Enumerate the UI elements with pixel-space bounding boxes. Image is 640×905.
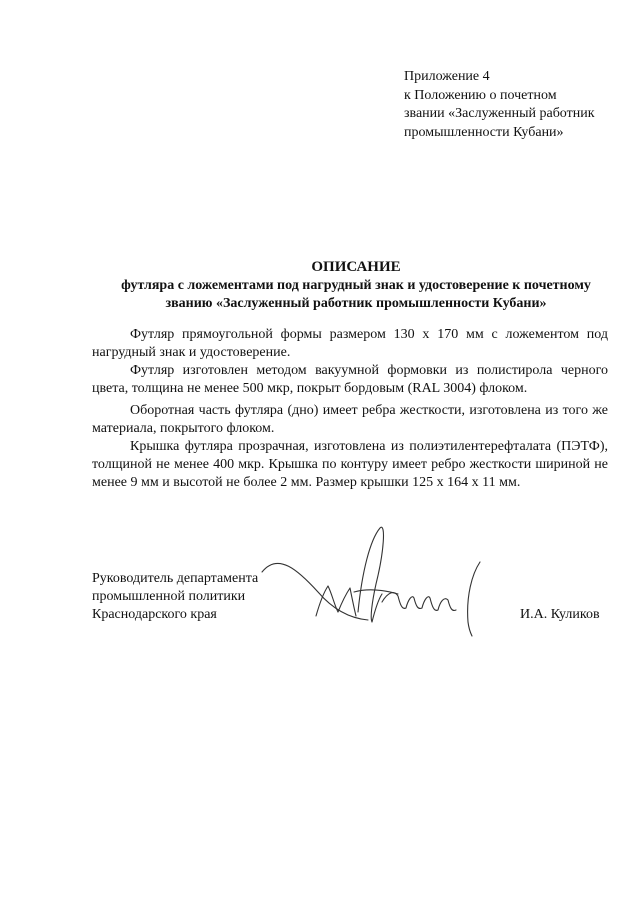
appendix-line-3: звании «Заслуженный работник: [404, 106, 595, 121]
signer-position: [92, 570, 258, 624]
appendix-reference: [404, 68, 595, 142]
paragraph-dimensions: Футляр прямоугольной формы размером 130 х 170 мм с ложементом под нагрудный знак и удостоверение.: [92, 327, 608, 360]
appendix-line-1: Приложение 4: [404, 69, 490, 84]
handwritten-signature: [258, 522, 498, 640]
paragraph-material: Футляр изготовлен методом вакуумной формовки из полистирола черного цвета, толщина не менее 500 мкр, покрыт бордовым (RAL 3004) флоком.: [92, 363, 608, 396]
appendix-line-4: промышленности Кубани»: [404, 124, 564, 140]
signer-line-1: Руководитель департамента: [92, 571, 259, 586]
signer-line-2: промышленной политики: [92, 589, 246, 604]
paragraph-lid: Крышка футляра прозрачная, изготовлена из полиэтилентерефталата (ПЭТФ), толщиной не менее 400 мкр. Крышка по контуру имеет ребро жесткости шириной не менее 9 мм и высотой не более 2 мм. Размер крышки 125 х 164 х 11 мм.: [92, 439, 608, 490]
title-heading: ОПИСАНИЕ: [311, 259, 401, 275]
signer-name: И.А. Куликов: [520, 607, 600, 622]
description-body: [92, 326, 608, 492]
title-subtitle-line-2: званию «Заслуженный работник промышленности Кубани»: [165, 296, 547, 311]
title-subtitle-line-1: футляра с ложементами под нагрудный знак и удостоверение к почетному: [121, 278, 591, 293]
paragraph-bottom: Оборотная часть футляра (дно) имеет ребра жесткости, изготовлена из того же материала, покрытого флоком.: [92, 403, 608, 436]
signer-line-3: Краснодарского края: [92, 607, 217, 622]
appendix-line-2: к Положению о почетном: [404, 87, 557, 103]
document-title: [92, 258, 620, 313]
